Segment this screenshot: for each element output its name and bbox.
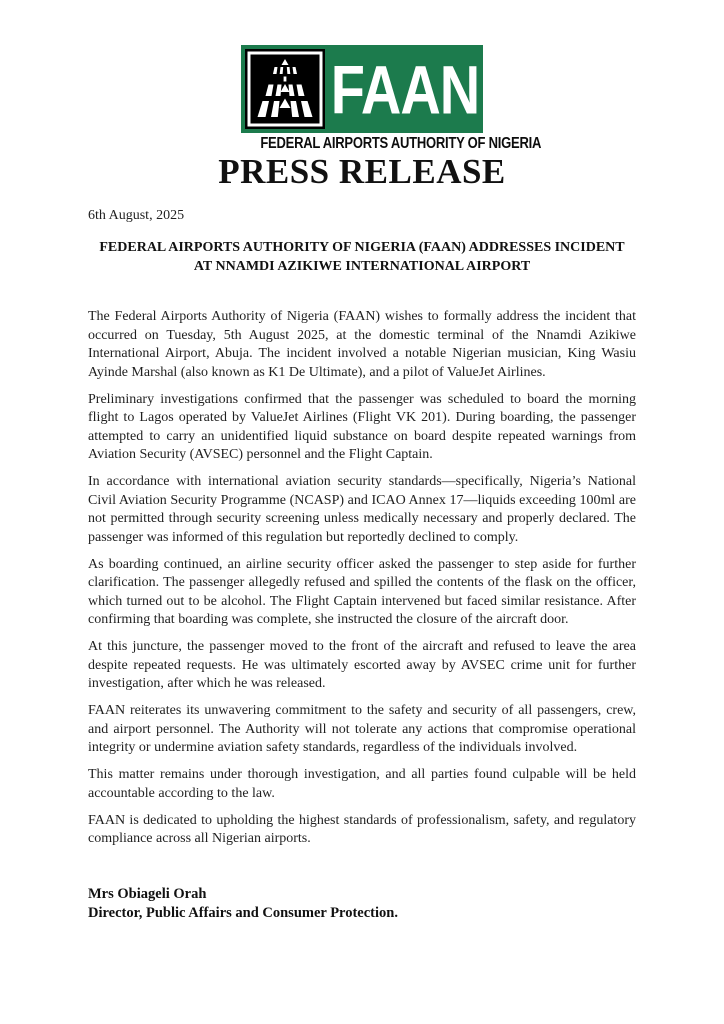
faan-logo-caption: FEDERAL AIRPORTS AUTHORITY OF NIGERIA bbox=[260, 135, 542, 152]
signatory-title: Director, Public Affairs and Consumer Protection. bbox=[88, 905, 398, 921]
runway-icon bbox=[245, 49, 325, 129]
signatory-name: Mrs Obiageli Orah bbox=[88, 885, 207, 902]
paragraph-3: In accordance with international aviation security standards—specifically, Nigeria’s National Civil Aviation Security Programme (NCASP) and ICAO Annex 17—liquids exceeding 100ml are not permitted through security screening unless medically necessary and properly declared. The passenger was informed of this regulation but reportedly declined to comply. bbox=[88, 474, 636, 545]
paragraph-7: This matter remains under thorough investigation, and all parties found culpable will be held accountable according to the law. bbox=[88, 767, 636, 801]
paragraph-6: FAAN reiterates its unwavering commitment to the safety and security of all passengers, crew, and airport personnel. The Authority will not tolerate any actions that compromise operational integrity or undermine aviation safety standards, regardless of the individuals involved. bbox=[88, 703, 636, 755]
paragraph-2: Preliminary investigations confirmed that the passenger was scheduled to board the morning flight to Lagos operated by ValueJet Airlines (Flight VK 201). During boarding, the passenger attempted to carry an unidentified liquid substance on board despite repeated warnings from Aviation Security (AVSEC) personnel and the Flight Captain. bbox=[88, 391, 636, 462]
faan-logo-acronym: FAAN bbox=[330, 50, 480, 128]
press-release-title: PRESS RELEASE bbox=[218, 152, 506, 191]
faan-logo bbox=[241, 45, 542, 153]
faan-logo-green-box bbox=[241, 45, 483, 133]
paragraph-1: The Federal Airports Authority of Nigeria (FAAN) wishes to formally address the incident that occurred on Tuesday, 5th August 2025, at the domestic terminal of the Nnamdi Azikiwe International Airport, Abuja. The incident involved a notable Nigerian musician, King Wasiu Ayinde Marshal (also known as K1 De Ultimate), and a pilot of ValueJet Airlines. bbox=[88, 309, 636, 380]
paragraph-8: FAAN is dedicated to upholding the highest standards of professionalism, safety, and regulatory compliance across all Nigerian airports. bbox=[88, 812, 636, 846]
document-date: 6th August, 2025 bbox=[88, 208, 185, 223]
paragraph-5: At this juncture, the passenger moved to the front of the aircraft and refused to leave the area despite repeated requests. He was ultimately escorted away by AVSEC crime unit for further investigation, after which he was released. bbox=[88, 639, 636, 691]
document-body bbox=[88, 208, 636, 924]
paragraph-4: As boarding continued, an airline security officer asked the passenger to step aside for further clarification. The passenger allegedly refused and spilled the contents of the flask on the officer, which turned out to be alcohol. The Flight Captain intervened but faced similar resistance. After confirming that boarding was complete, she instructed the closure of the aircraft door. bbox=[88, 556, 636, 627]
headline-line-2: AT NNAMDI AZIKIWE INTERNATIONAL AIRPORT bbox=[193, 259, 531, 274]
headline-line-1: FEDERAL AIRPORTS AUTHORITY OF NIGERIA (FAAN) ADDRESSES INCIDENT bbox=[99, 240, 625, 255]
signature-block bbox=[88, 885, 636, 924]
document-headline bbox=[88, 238, 636, 276]
